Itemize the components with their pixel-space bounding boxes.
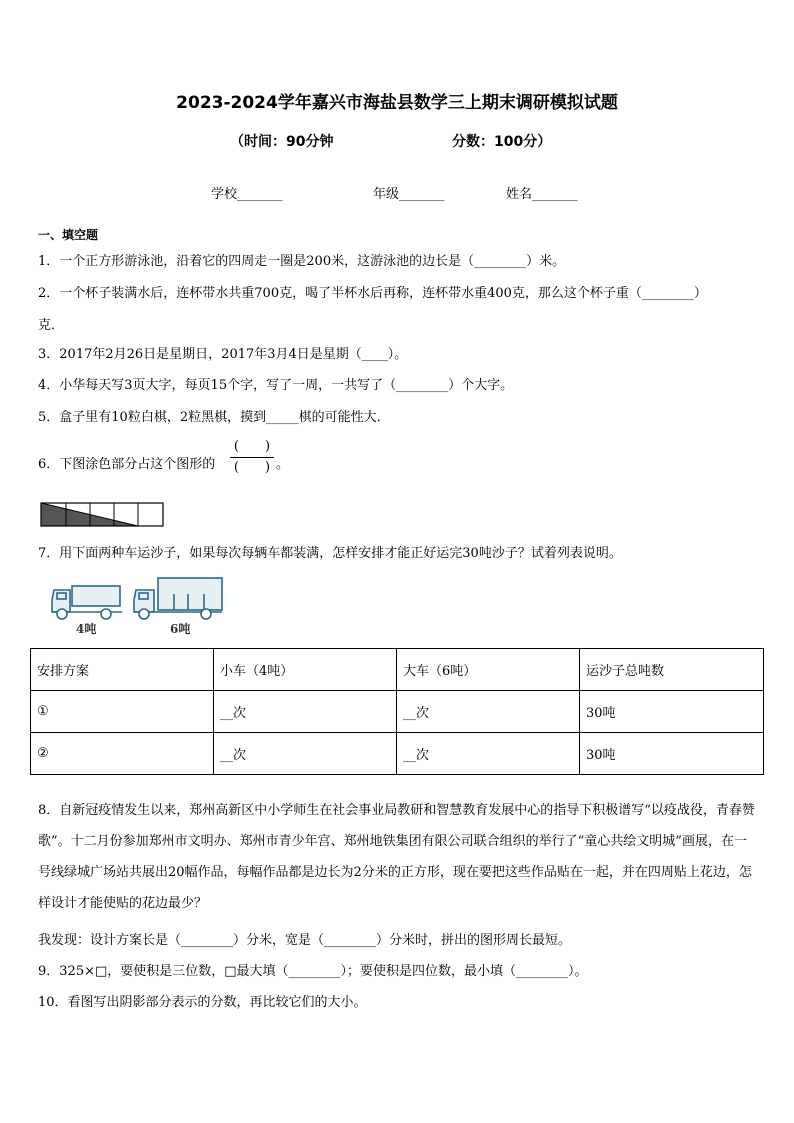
question-4: 4．小华每天写3页大字，每页15个字，写了一周，一共写了（________）个大字。 [38,378,514,393]
question-2: 2．一个杯子装满水后，连杯带水共重700克，喝了半杯水后再称，连杯带水重400克，那么这个杯子重（________） [38,286,707,301]
school-field: 学校_______ [211,187,283,202]
fraction-denominator: ( ) [233,460,271,475]
table-header-cell: 小车（4吨） [214,649,397,691]
question-10: 10．看图写出阴影部分表示的分数，再比较它们的大小。 [38,995,367,1010]
big-truck-label: 6吨 [170,622,191,636]
table-cell: 30吨 [580,691,764,733]
question-2-cont: 克． [38,318,65,333]
fraction-blank [230,438,274,477]
table-cell: __次 [397,691,580,733]
name-field: 姓名_______ [506,187,578,202]
table-cell: 30吨 [580,733,764,775]
section-heading: 一、填空题 [38,228,99,242]
small-truck-icon [52,586,122,619]
question-6: 6．下图涂色部分占这个图形的 [38,457,216,472]
fraction-bar [230,457,274,458]
table-header-row [31,649,764,691]
table-row [31,691,764,733]
truck-illustration [48,574,228,636]
arrangement-table [30,648,764,775]
question-6-end: 。 [276,457,290,472]
question-1: 1．一个正方形游泳池，沿着它的四周走一圈是200米，这游泳池的边长是（________）米。 [38,254,566,269]
table-cell: __次 [214,691,397,733]
big-truck-icon [134,578,222,619]
question-7: 7．用下面两种车运沙子，如果每次每辆车都装满，怎样安排才能正好运完30吨沙子？试着列表说明。 [38,546,622,561]
question-8-answer: 我发现：设计方案长是（________）分米，宽是（________）分米时，拼出的图形周长最短。 [38,933,572,948]
question-3: 3．2017年2月26日是星期日，2017年3月4日是星期（____）。 [38,347,408,362]
small-truck-label: 4吨 [76,622,97,636]
table-cell: __次 [214,733,397,775]
table-cell: __次 [397,733,580,775]
exam-score: 分数：100分） [452,134,552,150]
exam-time: （时间：90分钟 [230,134,334,150]
table-header-cell: 大车（6吨） [397,649,580,691]
fraction-numerator: ( ) [233,439,271,454]
question-9: 9．325×□，要使积是三位数，□最大填（________）；要使积是四位数，最小填（________）。 [38,964,588,979]
table-cell: ② [31,733,214,775]
question-5: 5．盒子里有10粒白棋，2粒黑棋，摸到_____棋的可能性大． [38,410,390,425]
table-row [31,733,764,775]
table-header-cell: 安排方案 [31,649,214,691]
table-header-cell: 运沙子总吨数 [580,649,764,691]
grade-field: 年级_______ [373,187,445,202]
table-cell: ① [31,691,214,733]
shaded-rectangle-figure [40,502,166,528]
page-title: 2023-2024学年嘉兴市海盐县数学三上期末调研模拟试题 [176,93,618,113]
question-8: 8．自新冠疫情发生以来，郑州高新区中小学师生在社会事业局教研和智慧教育发展中心的指导下积极谱写“以疫战役，青春赞歌”。十二月份参加郑州市文明办、郑州市青少年宫、郑州地铁集团有限公司联合组织的举行了“童心共绘文明城”画展，在一号线绿城广场站共展出20幅作品，每幅作品都是边长为2分米的正方形，现在要把这些作品贴在一起，并在四周贴上花边，怎样设计才能使贴的花边最少？ [38,803,755,911]
